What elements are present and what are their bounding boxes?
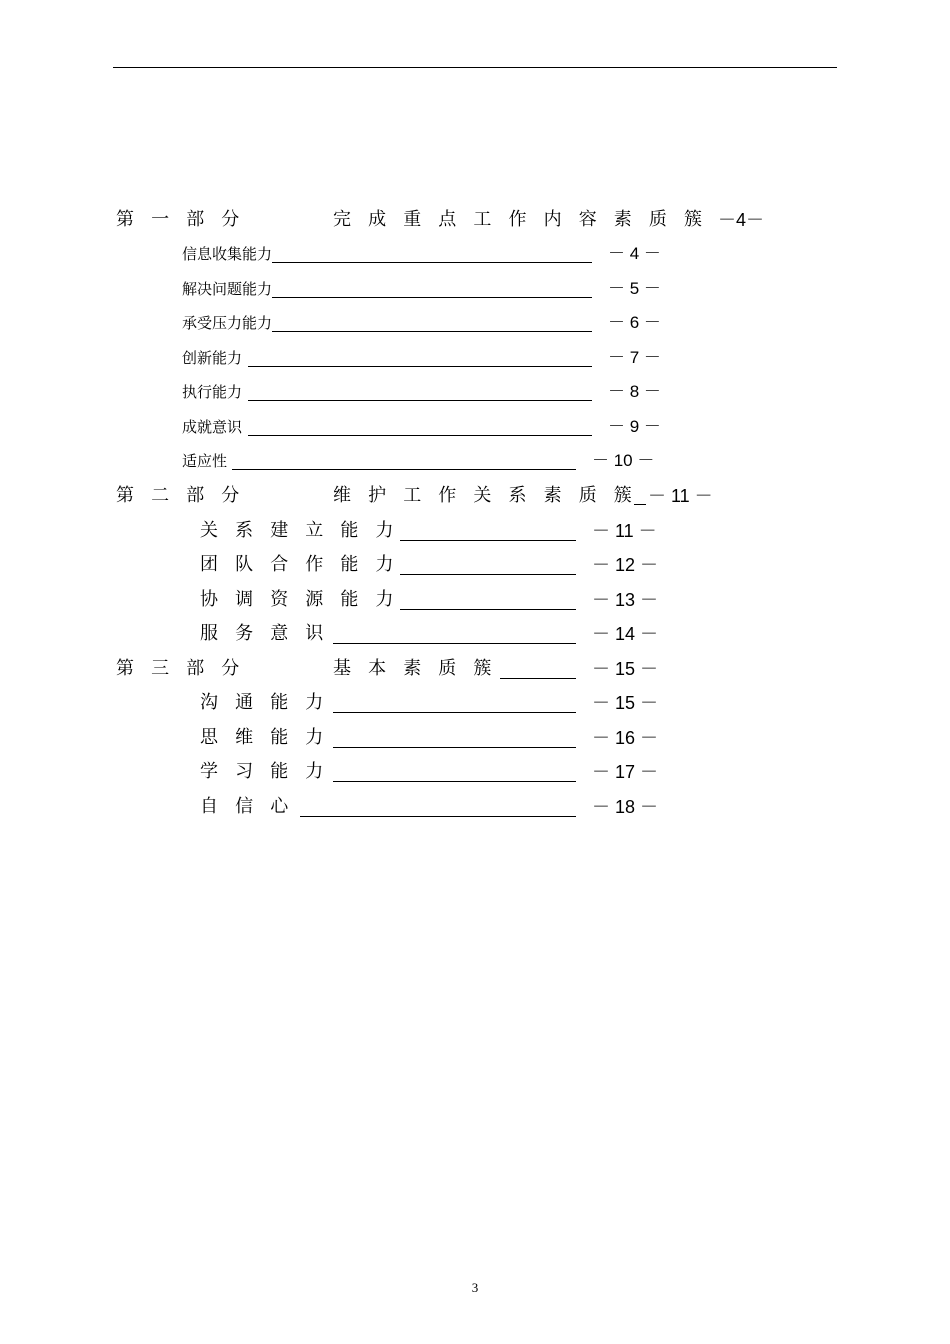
dot-leader [300,816,576,817]
dot-leader [333,643,576,644]
part-label: 第一部分 [116,209,257,230]
part-label: 第三部分 [116,658,257,679]
item-label: 服务意识 [200,623,341,644]
dot-leader [400,609,576,610]
page-number: － 11 － [592,521,657,541]
part-title: 基本素质簇 [333,658,509,679]
item-label: 信息收集能力 [182,245,273,263]
page-number: － 6 － [608,313,661,332]
dot-leader [634,504,646,505]
item-label: 沟通能力 [200,692,341,713]
dot-leader [333,747,576,748]
part-title: 完成重点工作内容素质簇 [333,209,720,230]
page-number: － 5 － [608,279,661,298]
page-number: － 15 － [592,693,659,713]
page-number: － 10 － [592,451,655,470]
dot-leader [272,331,592,332]
dot-leader [248,435,592,436]
footer-page-number: 3 [471,1280,479,1295]
part-label: 第二部分 [116,485,257,506]
page-number: － 11 － [648,486,713,506]
page-number: － 17 － [592,762,659,782]
item-label: 解决问题能力 [182,280,273,298]
page-number: － 12 － [592,555,659,575]
dot-leader [272,297,592,298]
page-number: － 16 － [592,728,659,748]
dot-leader [248,366,592,367]
dot-leader [248,400,592,401]
page-number: － 4 － [608,244,661,263]
item-label: 承受压力能力 [182,314,273,332]
item-label: 协调资源能力 [200,589,411,610]
page-number: －4－ [718,210,765,230]
item-label: 自信心 [200,796,306,817]
page-number: － 15 － [592,659,659,679]
page-number: － 8 － [608,382,661,401]
page-number: － 13 － [592,590,659,610]
dot-leader [400,540,576,541]
item-label: 适应性 [182,452,228,470]
dot-leader [333,781,576,782]
dot-leader [333,712,576,713]
item-label: 思维能力 [200,727,341,748]
item-label: 成就意识 [182,418,243,436]
item-label: 创新能力 [182,349,243,367]
dot-leader [400,574,576,575]
page-number: － 14 － [592,624,659,644]
page-number: － 18 － [592,797,659,817]
header-rule [113,67,837,68]
item-label: 关系建立能力 [200,520,411,541]
item-label: 执行能力 [182,383,243,401]
part-title: 维护工作关系素质簇 [333,485,649,506]
dot-leader [500,678,576,679]
item-label: 团队合作能力 [200,554,411,575]
dot-leader [272,262,592,263]
dot-leader [232,469,576,470]
item-label: 学习能力 [200,761,341,782]
page-number: － 9 － [608,417,661,436]
page-number: － 7 － [608,348,661,367]
